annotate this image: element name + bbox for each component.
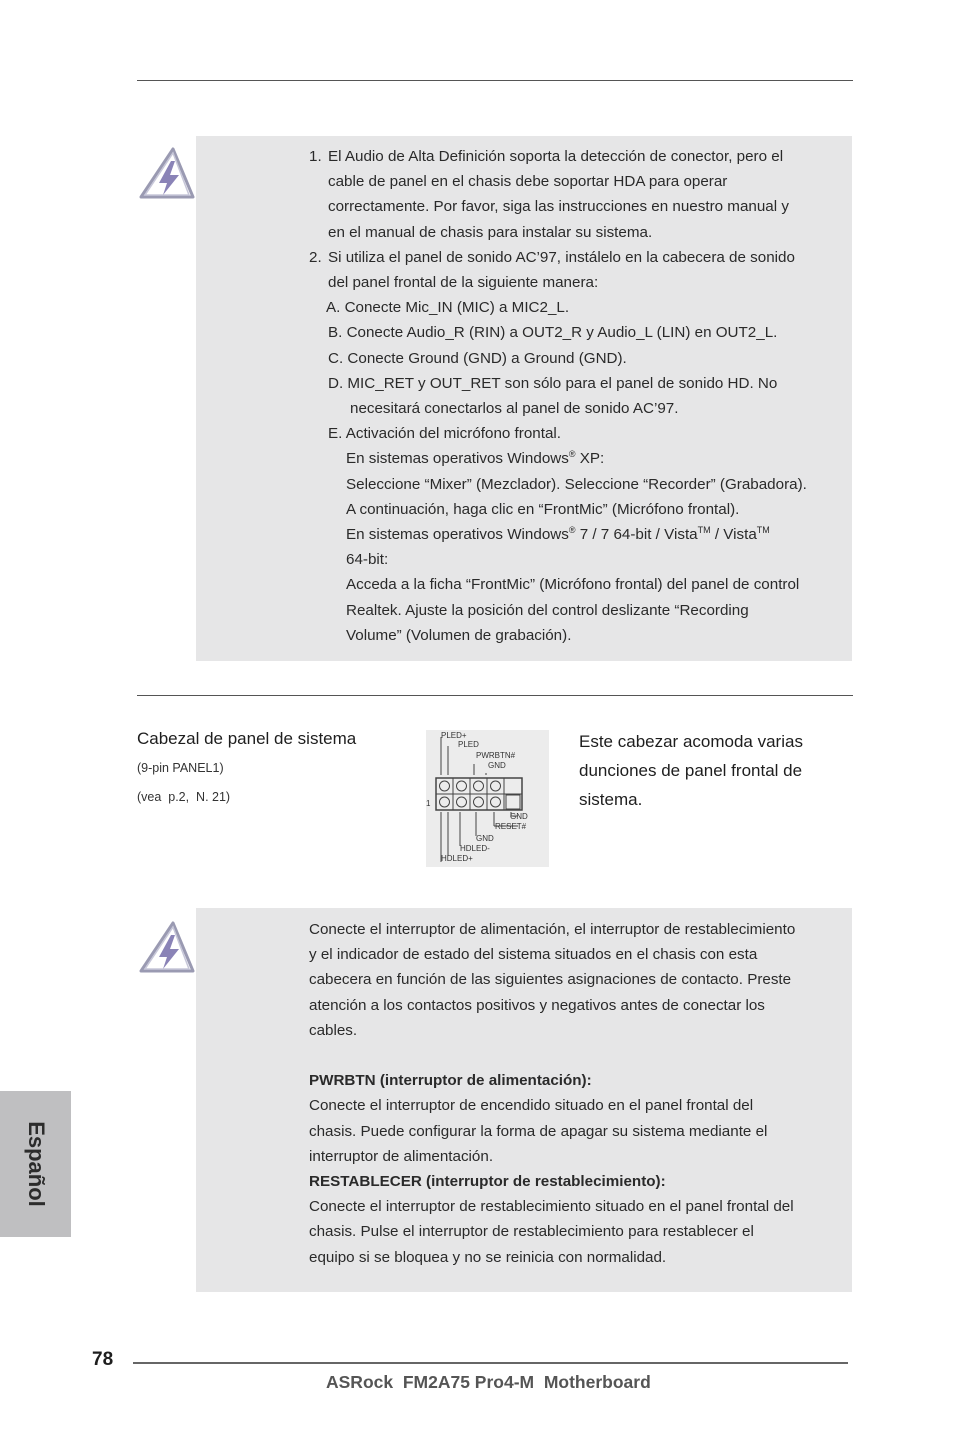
panel-desc-line: sistema. bbox=[579, 790, 643, 809]
note1-line: El Audio de Alta Definición soporta la detección de conector, pero el bbox=[328, 148, 784, 165]
xp-line: A continuación, haga clic en “FrontMic” (Micrófono frontal). bbox=[346, 500, 740, 518]
note1-line: correctamente. Por favor, siga las instrucciones en nuestro manual y bbox=[328, 198, 789, 216]
note2-line: y el indicador de estado del sistema situados en el chasis con esta bbox=[309, 946, 758, 964]
win7-line: 64-bit: bbox=[346, 551, 389, 569]
language-tab bbox=[0, 1091, 71, 1237]
note2-line: atención a los contactos positivos y negativos antes de conectar los bbox=[309, 996, 765, 1014]
panel-note bbox=[309, 917, 854, 1270]
panel-header-pin: (9-pin PANEL1) bbox=[137, 761, 224, 775]
pin-label-pwrbtn: PWRBTN# bbox=[476, 751, 516, 760]
sub-item-d: D. MIC_RET y OUT_RET son sólo para el panel de sonido HD. No bbox=[328, 374, 778, 392]
footer-title: ASRock FM2A75 Pro4-M Motherboard bbox=[326, 1372, 651, 1392]
pin-label-reset: RESET# bbox=[495, 822, 527, 831]
panel-header-diagram bbox=[426, 730, 549, 867]
panel-desc-line: dunciones de panel frontal de bbox=[579, 761, 803, 780]
section-rule bbox=[137, 695, 853, 696]
panel-desc-line: Este cabezar acomoda varias bbox=[579, 732, 803, 751]
pin-label-gnd-top: GND bbox=[488, 761, 506, 770]
item-number: 2. bbox=[309, 248, 322, 266]
note2-line: cabecera en función de las siguientes asignaciones de contacto. Preste bbox=[309, 971, 792, 989]
win7-line: Realtek. Ajuste la posición del control deslizante “Recording bbox=[346, 601, 749, 619]
pin-label-pled: PLED bbox=[458, 740, 479, 749]
pin-label-gnd-1: GND bbox=[510, 812, 528, 821]
footer-rule bbox=[133, 1362, 848, 1364]
pin-label-gnd-2: GND bbox=[476, 834, 494, 843]
note2-line: cables. bbox=[309, 1021, 358, 1039]
sub-item-b: B. Conecte Audio_R (RIN) a OUT2_R y Audio_L (LIN) en OUT2_L. bbox=[328, 324, 778, 342]
pin-label-pled-plus: PLED+ bbox=[441, 731, 467, 740]
sub-item-a: A. Conecte Mic_IN (MIC) a MIC2_L. bbox=[326, 299, 570, 317]
top-rule bbox=[137, 80, 853, 81]
sub-item-d-cont: necesitará conectarlos al panel de sonido AC’97. bbox=[350, 400, 679, 418]
panel-header-title: Cabezal de panel de sistema bbox=[137, 729, 357, 748]
warning-icon bbox=[137, 145, 195, 201]
page-number: 78 bbox=[92, 1349, 114, 1370]
pin-label-hdled-minus: HDLED- bbox=[460, 844, 490, 853]
note1-line: cable de panel en el chasis debe soportar HDA para operar bbox=[328, 173, 728, 191]
spacer bbox=[309, 1043, 854, 1068]
reset-line: Conecte el interruptor de restablecimiento situado en el panel frontal del bbox=[309, 1198, 794, 1216]
win7-heading: En sistemas operativos Windows® 7 / 7 64-bit / Vista™ / Vista™ bbox=[346, 525, 770, 544]
win7-line: Acceda a la ficha “FrontMic” (Micrófono frontal) del panel de control bbox=[346, 576, 800, 594]
audio-note bbox=[307, 144, 857, 648]
pwrbtn-line: chasis. Puede configurar la forma de apagar su sistema mediante el bbox=[309, 1122, 768, 1140]
sub-item-e: E. Activación del micrófono frontal. bbox=[328, 425, 561, 443]
warning-icon bbox=[137, 919, 195, 975]
reset-line: chasis. Pulse el interruptor de restablecimiento para restablecer el bbox=[309, 1223, 754, 1241]
language-label: Español bbox=[23, 1121, 49, 1207]
reset-title: RESTABLECER (interruptor de restablecimiento): bbox=[309, 1173, 666, 1191]
item-number: 1. bbox=[309, 148, 322, 165]
panel-header-desc bbox=[579, 727, 803, 814]
pwrbtn-line: Conecte el interruptor de encendido situado en el panel frontal del bbox=[309, 1097, 754, 1115]
pwrbtn-line: interruptor de alimentación. bbox=[309, 1147, 494, 1165]
note1-line: del panel frontal de la siguiente manera: bbox=[328, 274, 599, 292]
reset-line: equipo si se bloquea y no se reinicia con normalidad. bbox=[309, 1248, 667, 1266]
sub-item-c: C. Conecte Ground (GND) a Ground (GND). bbox=[328, 349, 627, 367]
pwrbtn-title: PWRBTN (interruptor de alimentación): bbox=[309, 1072, 592, 1090]
xp-heading: En sistemas operativos Windows® XP: bbox=[346, 449, 605, 468]
pin-one-marker: 1 bbox=[426, 799, 431, 808]
note1-line: Si utiliza el panel de sonido AC’97, instálelo en la cabecera de sonido bbox=[328, 248, 795, 266]
xp-line: Seleccione “Mixer” (Mezclador). Seleccione “Recorder” (Grabadora). bbox=[346, 475, 807, 493]
note2-line: Conecte el interruptor de alimentación, el interruptor de restablecimiento bbox=[309, 921, 796, 938]
panel-header-ref: (vea p.2, N. 21) bbox=[137, 790, 231, 804]
pin-label-hdled-plus: HDLED+ bbox=[441, 854, 473, 863]
win7-line: Volume” (Volumen de grabación). bbox=[346, 626, 572, 644]
note1-line: en el manual de chasis para instalar su sistema. bbox=[328, 223, 653, 241]
